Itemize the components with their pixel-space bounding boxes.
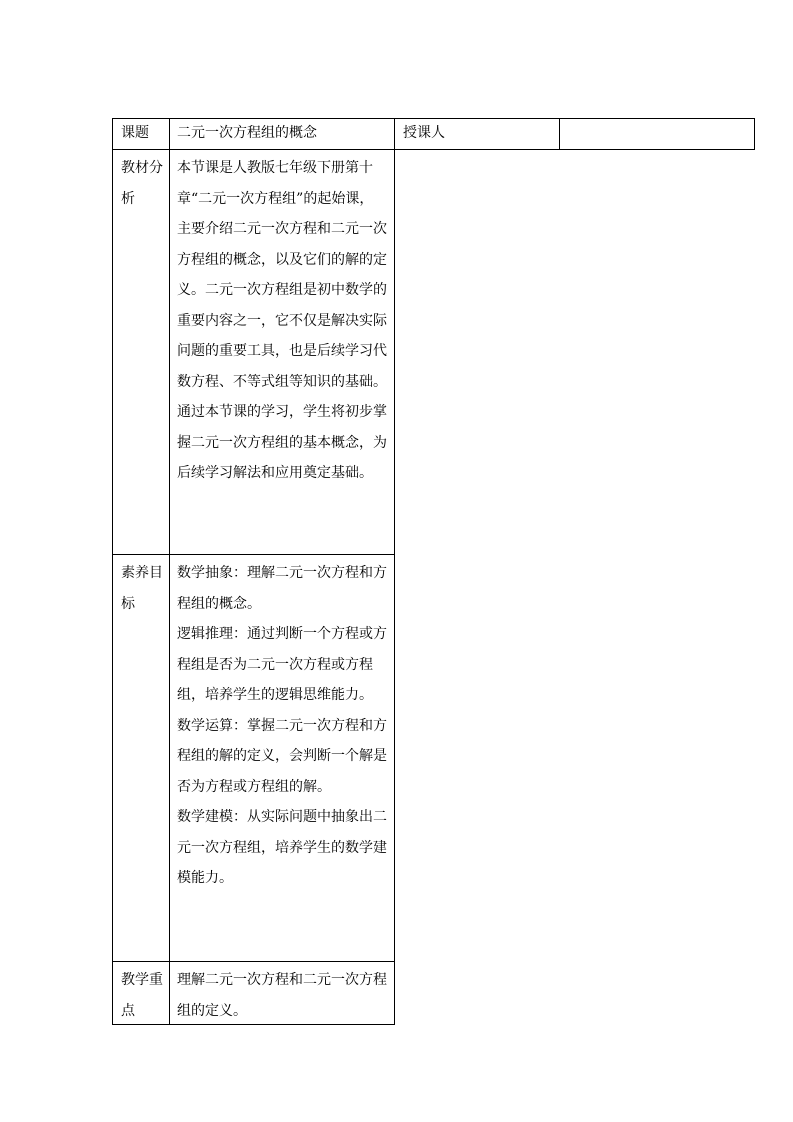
key-points-content bbox=[169, 961, 395, 1025]
goal-item-operation: 数学运算：掌握二元一次方程和方程组的解的定义，会判断一个解是否为方程或方程组的解。 bbox=[177, 717, 387, 795]
goal-item-reasoning: 逻辑推理：通过判断一个方程或方程组是否为二元一次方程或方程组，培养学生的逻辑思维能力。 bbox=[177, 626, 387, 703]
teacher-label: 授课人 bbox=[394, 118, 560, 150]
topic-value: 二元一次方程组的概念 bbox=[169, 118, 395, 150]
textbook-analysis-text: 本节课是人教版七年级下册第十章“二元一次方程组”的起始课，主要介绍二元一次方程和二元一次方程组的概念，以及它们的解的定义。二元一次方程组是初中数学的重要内容之一，它不仅是解决实际问题的重要工具，也是后续学习代数方程、不等式组等知识的基础。通过本节课的学习，学生将初步掌握二元一次方程组的基本概念，为后续学习解法和应用奠定基础。 bbox=[177, 160, 387, 481]
textbook-analysis-label: 教材分析 bbox=[112, 149, 170, 555]
textbook-analysis-content bbox=[169, 149, 395, 555]
key-points-label: 教学重点 bbox=[112, 961, 170, 1025]
topic-label: 课题 bbox=[112, 118, 170, 150]
teacher-value bbox=[559, 118, 755, 150]
key-points-text: 理解二元一次方程和二元一次方程组的定义。 bbox=[177, 972, 387, 1019]
literacy-goals-content bbox=[169, 554, 395, 962]
goal-item-modeling: 数学建模：从实际问题中抽象出二元一次方程组，培养学生的数学建模能力。 bbox=[177, 809, 387, 886]
literacy-goals-label: 素养目标 bbox=[112, 554, 170, 962]
goal-item-abstraction: 数学抽象：理解二元一次方程和方程组的概念。 bbox=[177, 565, 387, 612]
